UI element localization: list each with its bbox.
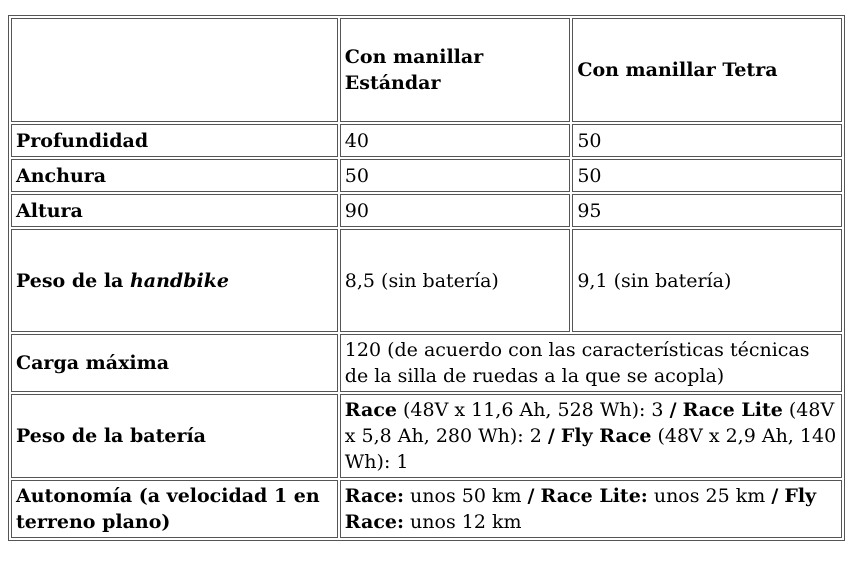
- table-row-battery-weight: [11, 394, 842, 478]
- table-row-autonomy: [11, 480, 842, 538]
- max-load-value: 120 (de acuerdo con las características técnicas de la silla de ruedas a la que se acopla): [340, 334, 842, 392]
- autonomy-fly-race-name: Fly Race:: [344, 485, 817, 533]
- header-standard-handlebar: Con manillar Estándar: [340, 18, 571, 122]
- battery-race-spec: (48V x 11,6 Ah, 528 Wh): 3: [396, 399, 670, 421]
- depth-tetra-value: 50: [572, 124, 842, 157]
- battery-fly-race-name: Fly Race: [560, 425, 652, 447]
- table-row-max-load: [11, 334, 842, 392]
- autonomy-fly-race-value: unos 12 km: [404, 511, 522, 533]
- autonomy-race-lite-value: unos 25 km: [647, 485, 772, 507]
- row-label-width: Anchura: [11, 159, 338, 192]
- battery-separator-1: /: [669, 399, 677, 421]
- battery-race-name: Race: [344, 399, 397, 421]
- weight-label-prefix: Peso de la: [16, 269, 130, 292]
- table-header-row: [11, 18, 842, 122]
- weight-label-italic: handbike: [129, 269, 229, 292]
- row-label-max-load: Carga máxima: [11, 334, 338, 392]
- table-row-height: [11, 194, 842, 227]
- battery-race-lite-spec: (48V x 5,8 Ah, 280 Wh): 2: [344, 399, 835, 447]
- autonomy-value: [340, 480, 842, 538]
- row-label-height: Altura: [11, 194, 338, 227]
- battery-separator-2: /: [547, 425, 555, 447]
- autonomy-separator-2: /: [771, 485, 779, 507]
- row-label-depth: Profundidad: [11, 124, 338, 157]
- weight-standard-value: 8,5 (sin batería): [340, 229, 571, 332]
- row-label-autonomy: Autonomía (a velocidad 1 en terreno plano): [11, 480, 338, 538]
- table-row-width: [11, 159, 842, 192]
- width-standard-value: 50: [340, 159, 571, 192]
- battery-weight-value: [340, 394, 842, 478]
- width-tetra-value: 50: [572, 159, 842, 192]
- autonomy-race-value: unos 50 km: [404, 485, 528, 507]
- battery-fly-race-spec: (48V x 2,9 Ah, 140 Wh): 1: [344, 425, 837, 473]
- table-row-weight: [11, 229, 842, 332]
- row-label-battery-weight: Peso de la batería: [11, 394, 338, 478]
- depth-standard-value: 40: [340, 124, 571, 157]
- header-tetra-handlebar: Con manillar Tetra: [572, 18, 842, 122]
- height-tetra-value: 95: [572, 194, 842, 227]
- autonomy-race-name: Race:: [344, 485, 404, 507]
- weight-tetra-value: 9,1 (sin batería): [572, 229, 842, 332]
- table-row-depth: [11, 124, 842, 157]
- row-label-weight: [11, 229, 338, 332]
- battery-race-lite-name: Race Lite: [682, 399, 783, 421]
- autonomy-separator-1: /: [527, 485, 535, 507]
- header-empty-cell: [11, 18, 338, 122]
- specs-table: [8, 15, 845, 541]
- autonomy-race-lite-name: Race Lite:: [540, 485, 648, 507]
- height-standard-value: 90: [340, 194, 571, 227]
